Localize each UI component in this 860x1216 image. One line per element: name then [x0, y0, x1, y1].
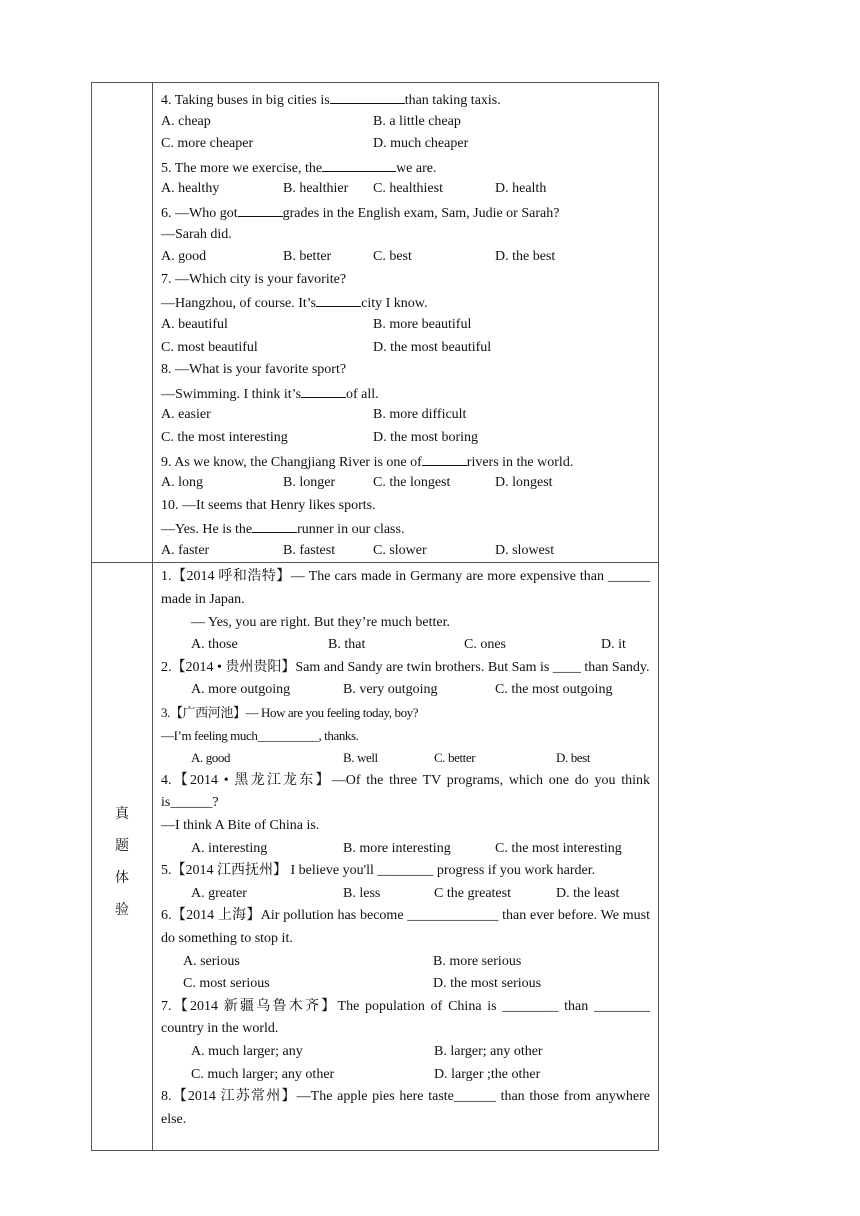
section1-questions	[153, 83, 658, 562]
section1-content-cell	[153, 83, 659, 563]
option-a: A. interesting	[191, 840, 268, 856]
option-a: A. those	[191, 637, 238, 653]
answer-blank	[422, 450, 467, 466]
option-b: B. more interesting	[343, 840, 451, 856]
option-c: C. most beautiful	[161, 339, 258, 355]
option-a: A. serious	[183, 953, 240, 969]
option-d: D. slowest	[495, 542, 555, 558]
question-6-options	[161, 246, 650, 269]
exam-question-1: 1.【2014 呼和浩特】— The cars made in Germany are more expensive than ______ made in Japan.	[161, 569, 650, 608]
exam-question-3-reply: —I’m feeling much__________, thanks.	[161, 727, 359, 743]
option-b: B. longer	[283, 475, 336, 491]
option-b: B. larger; any other	[434, 1043, 543, 1059]
option-b: B. less	[343, 885, 381, 901]
option-d: D. the most serious	[433, 976, 542, 992]
option-b: B. that	[328, 637, 366, 653]
option-b: B. more beautiful	[373, 316, 472, 332]
question-7-options-row1	[161, 314, 650, 337]
option-a: A. greater	[191, 885, 247, 901]
option-d: D. it	[601, 637, 626, 653]
exam-question-6: 6.【2014 上海】Air pollution has become _____________ than ever before. We must do something to stop it.	[161, 908, 650, 946]
exam-question-2-options	[161, 679, 650, 702]
option-a: A. beautiful	[161, 316, 228, 332]
answer-blank	[238, 201, 283, 217]
question-5-options	[161, 178, 650, 201]
option-a: A. cheap	[161, 113, 211, 129]
question-10: 10. —It seems that Henry likes sports.	[161, 497, 376, 513]
option-c: C. better	[434, 750, 476, 766]
exam-question-6-options-row1	[161, 951, 650, 974]
option-b: B. fastest	[283, 542, 336, 558]
option-a: A. good	[161, 249, 207, 265]
exam-question-1-options	[161, 634, 650, 657]
question-6: 6. —Who got grades in the English exam, Sam, Judie or Sarah?	[161, 201, 650, 224]
option-c: C. the most interesting	[161, 429, 288, 445]
question-9-options	[161, 472, 650, 495]
option-d: D. best	[556, 750, 591, 766]
question-4: 4. Taking buses in big cities is than taking taxis.	[161, 88, 650, 111]
question-7: 7. —Which city is your favorite?	[161, 271, 347, 287]
question-8-options-row2	[161, 427, 650, 450]
exam-question-3: 3.【广西河池】— How are you feeling today, boy?	[161, 705, 419, 721]
exam-question-5-options	[161, 883, 650, 906]
exam-question-8: 8.【2014 江苏常州】—The apple pies here taste______ than those from anywhere else.	[161, 1089, 650, 1127]
option-a: A. faster	[161, 542, 210, 558]
option-a: A. much larger; any	[191, 1043, 303, 1059]
question-6-answer: —Sarah did.	[161, 226, 232, 242]
option-b: B. well	[343, 750, 378, 766]
option-b: B. more serious	[433, 953, 522, 969]
option-c: C. the most interesting	[495, 840, 622, 856]
option-c: C. ones	[464, 637, 506, 653]
option-b: B. a little cheap	[373, 113, 461, 129]
exam-question-7-options-row2	[161, 1064, 650, 1087]
question-4-options-row1	[161, 111, 650, 134]
question-8: 8. —What is your favorite sport?	[161, 362, 347, 378]
exam-question-3-options	[161, 747, 650, 770]
option-a: A. healthy	[161, 181, 220, 197]
exam-question-7: 7.【2014 新疆乌鲁木齐】The population of China is ________ than ________ country in the world.	[161, 998, 650, 1037]
exam-question-4-options	[161, 838, 650, 861]
question-5: 5. The more we exercise, the we are.	[161, 156, 650, 179]
option-a: A. good	[191, 750, 231, 766]
option-d: D. the best	[495, 249, 556, 265]
exam-question-7-options-row1	[161, 1041, 650, 1064]
option-d: D. health	[495, 181, 547, 197]
exam-question-1-reply: — Yes, you are right. But they’re much better.	[191, 614, 450, 630]
exam-question-4-reply: —I think A Bite of China is.	[161, 818, 320, 833]
option-d: D. larger ;the other	[434, 1066, 541, 1082]
answer-blank	[316, 291, 361, 307]
option-d: D. much cheaper	[373, 136, 469, 152]
question-4-options-row2	[161, 133, 650, 156]
exam-question-2: 2.【2014 • 贵州贵阳】Sam and Sandy are twin brothers. But Sam is ____ than Sandy.	[161, 659, 650, 675]
section2-content-cell	[153, 563, 659, 1151]
option-c: C. the longest	[373, 475, 451, 491]
option-c: C. much larger; any other	[191, 1066, 335, 1082]
option-a: A. more outgoing	[191, 682, 291, 698]
option-c: C. the most outgoing	[495, 682, 613, 698]
worksheet-table	[91, 82, 659, 1151]
option-b: B. very outgoing	[343, 682, 438, 698]
option-a: A. long	[161, 475, 203, 491]
option-c: C. more cheaper	[161, 136, 254, 152]
question-7-reply: —Hangzhou, of course. It’s city I know.	[161, 291, 650, 314]
question-8-reply: —Swimming. I think it’s of all.	[161, 382, 650, 405]
option-c: C. best	[373, 249, 412, 265]
section-label-vertical: 真 题 体 验	[115, 805, 129, 918]
option-d: D. the least	[556, 885, 620, 901]
option-d: D. longest	[495, 475, 553, 491]
answer-blank	[301, 382, 346, 398]
option-c: C. most serious	[183, 976, 270, 992]
option-a: A. easier	[161, 407, 211, 423]
option-c: C. healthiest	[373, 181, 443, 197]
question-8-options-row1	[161, 404, 650, 427]
exam-question-6-options-row2	[161, 973, 650, 996]
exam-question-5: 5.【2014 江西抚州】 I believe you'll ________ progress if you work harder.	[161, 863, 596, 879]
option-c: C the greatest	[434, 885, 511, 901]
option-d: D. the most boring	[373, 429, 478, 445]
exam-question-4: 4.【2014 • 黑龙江龙东】—Of the three TV programs, which one do you think is______?	[161, 772, 650, 811]
option-d: D. the most beautiful	[373, 339, 492, 355]
answer-blank	[322, 156, 396, 172]
option-b: B. better	[283, 249, 332, 265]
section2-questions	[153, 563, 658, 1131]
section1-label-cell	[92, 83, 153, 563]
question-10-reply: —Yes. He is the runner in our class.	[161, 517, 650, 540]
option-b: B. healthier	[283, 181, 349, 197]
option-c: C. slower	[373, 542, 427, 558]
section2-label-cell	[92, 563, 153, 1151]
answer-blank	[330, 88, 405, 104]
question-9: 9. As we know, the Changjiang River is one of rivers in the world.	[161, 450, 650, 473]
question-7-options-row2	[161, 337, 650, 360]
answer-blank	[252, 517, 297, 533]
option-b: B. more difficult	[373, 407, 467, 423]
question-10-options	[161, 540, 650, 563]
